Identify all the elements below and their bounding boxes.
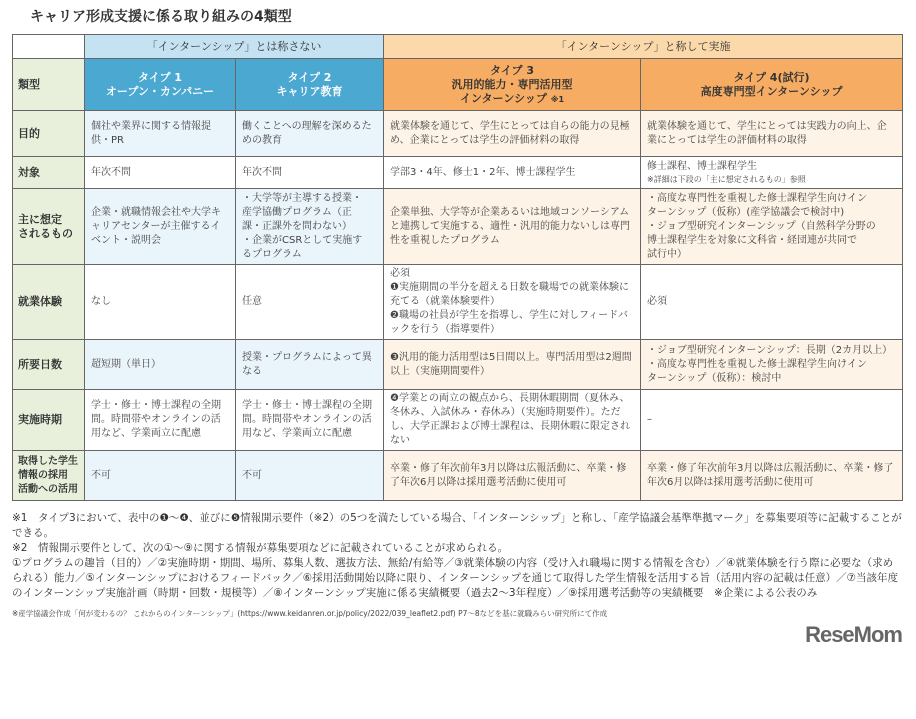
table-cell-type-2: 働くことへの理解を深めるための教育 (236, 111, 384, 157)
group-header-internship: 「インターンシップ」と称して実施 (384, 35, 903, 59)
table-cell-type-4: – (641, 390, 903, 451)
table-cell-type-1: 学士・修士・博士課程の全期間。時間帯やオンラインの活用など、学業両立に配慮 (85, 390, 236, 451)
type-3-title: タイプ 3 汎用的能力・専門活用型 インターンシップ (451, 63, 573, 105)
row-label: 取得した学生 情報の採用 活動への活用 (13, 451, 85, 501)
table-cell-type-2: 任意 (236, 265, 384, 340)
table-row (13, 157, 903, 189)
table-row (13, 390, 903, 451)
table-cell-type-2: 学士・修士・博士課程の全期間。時間帯やオンラインの活用など、学業両立に配慮 (236, 390, 384, 451)
table-cell-type-4: ・高度な専門性を重視した修士課程学生向けイン ターンシップ（仮称）(産学協議会で検討中) ・ジョブ型研究インターンシップ（自然科学分野の 博士課程学生を対象に文科省・経団連が共同で 試行中） (641, 189, 903, 265)
table-cell-type-1: 個社や業界に関する情報提供・PR (85, 111, 236, 157)
row-label: 対象 (13, 157, 85, 189)
table-cell-type-3: 学部3・4年、修士1・2年、博士課程学生 (384, 157, 641, 189)
table-cell-type-3: ❸汎用的能力活用型は5日間以上。専門活用型は2週間以上（実施期間要件） (384, 340, 641, 390)
table-row (13, 451, 903, 501)
empty-corner-cell (13, 35, 85, 59)
type-3-header (384, 59, 641, 111)
table-row (13, 340, 903, 390)
table-cell-type-1: なし (85, 265, 236, 340)
table-cell-type-1: 企業・就職情報会社や大学キャリアセンターが主催するイベント・説明会 (85, 189, 236, 265)
page-title: キャリア形成支援に係る取り組みの4類型 (30, 9, 292, 25)
type-4-header: タイプ 4(試行) 高度専門型インターンシップ (641, 59, 903, 111)
type-row (13, 59, 903, 111)
table-cell-type-4 (641, 157, 903, 189)
row-label: 所要日数 (13, 340, 85, 390)
table-cell-type-4: 卒業・修了年次前年3月以降は広報活動に、卒業・修了年次6月以降は採用選考活動に使用可 (641, 451, 903, 501)
table-row (13, 189, 903, 265)
table-cell-type-1: 年次不問 (85, 157, 236, 189)
row-label: 目的 (13, 111, 85, 157)
type-1-header: タイプ 1 オープン・カンパニー (85, 59, 236, 111)
resemom-logo: ReseMom (805, 622, 902, 647)
table-cell-type-4: ・ジョブ型研究インターンシップ：長期（2カ月以上） ・高度な専門性を重視した修士課程学生向けイン ターンシップ（仮称）：検討中 (641, 340, 903, 390)
table-cell-type-3: 必須 ❶実施期間の半分を超える日数を職場での就業体験に充てる（就業体験要件） ❷職場の社員が学生を指導し、学生に対しフィードバックを行う（指導要件） (384, 265, 641, 340)
table-cell-type-2: 不可 (236, 451, 384, 501)
row-label: 主に想定 されるもの (13, 189, 85, 265)
footnotes (12, 511, 902, 601)
source-credit: ※産学協議会作成「何が変わるの？ これからのインターンシップ」(https://www.keidanren.or.jp/policy/2022/039_leaflet2.pdf) P7～8などを基に就職みらい研究所にて作成 (12, 609, 608, 618)
group-header-not-internship: 「インターンシップ」とは称さない (85, 35, 384, 59)
table-cell-type-1: 不可 (85, 451, 236, 501)
footnote-2: ※2 情報開示要件として、次の①～⑨に関する情報が募集要項などに記載されていることが求められる。 (12, 542, 509, 554)
group-header-row (13, 35, 903, 59)
cell-text: 修士課程、博士課程学生 (647, 161, 758, 172)
table-cell-type-2: ・大学等が主導する授業・ 産学協働プログラム（正 課・正課外を問わない） ・企業がCSRとして実施す るプログラム (236, 189, 384, 265)
row-label: 実施時期 (13, 390, 85, 451)
table-row (13, 265, 903, 340)
type-2-header: タイプ 2 キャリア教育 (236, 59, 384, 111)
type-3-note-ref: ※1 (550, 94, 565, 104)
table-cell-type-1: 超短期（単日） (85, 340, 236, 390)
row-label: 類型 (13, 59, 85, 111)
table-cell-type-3: 卒業・修了年次前年3月以降は広報活動に、卒業・修了年次6月以降は採用選考活動に使用可 (384, 451, 641, 501)
footnote-2-items: ①プログラムの趣旨（目的）／②実施時期・期間、場所、募集人数、選抜方法、無給/有給等／③就業体験の内容（受け入れ職場に関する情報を含む）／④就業体験を行う際に必要な（求められる）能力／⑤インターンシップにおけるフィードバック／⑥採用活動開始以降に限り、インターンシップを通じて取得した学生情報を活用する旨（活用内容の記載は任意）／⑦当該年度のインターンシップ実施計画（時期・回数・規模等）／⑧インターンシップ実施に係る実績概要（過去2～3年程度）／⑨採用選考活動等の実績概要 ※企業による公表のみ (12, 557, 898, 599)
row-label: 就業体験 (13, 265, 85, 340)
table-cell-type-4: 就業体験を通じて、学生にとっては実践力の向上、企業にとっては学生の評価材料の取得 (641, 111, 903, 157)
footnote-1: ※1 タイプ3において、表中の❶～❹、並びに❺情報開示要件（※2）の5つを満たしている場合、「インターンシップ」と称し、「産学協議会基準準拠マーク」を募集要項等に記載することができる。 (12, 512, 902, 539)
table-cell-type-2: 年次不問 (236, 157, 384, 189)
table-cell-type-4: 必須 (641, 265, 903, 340)
table-cell-type-2: 授業・プログラムによって異なる (236, 340, 384, 390)
career-support-types-table (12, 34, 903, 501)
table-cell-type-3: ❹学業との両立の観点から、長期休暇期間（夏休み、冬休み、入試休み・春休み）（実施時期要件）。ただし、大学正課および博士課程は、長期休暇に限定されない (384, 390, 641, 451)
table-cell-type-3: 企業単独、大学等が企業あるいは地域コンソーシアムと連携して実施する、適性・汎用的能力ないしは専門性を重視したプログラム (384, 189, 641, 265)
table-cell-type-3: 就業体験を通じて、学生にとっては自らの能力の見極め、企業にとっては学生の評価材料の取得 (384, 111, 641, 157)
cell-note: ※詳細は下段の「主に想定されるもの」参照 (647, 175, 806, 184)
table-row (13, 111, 903, 157)
